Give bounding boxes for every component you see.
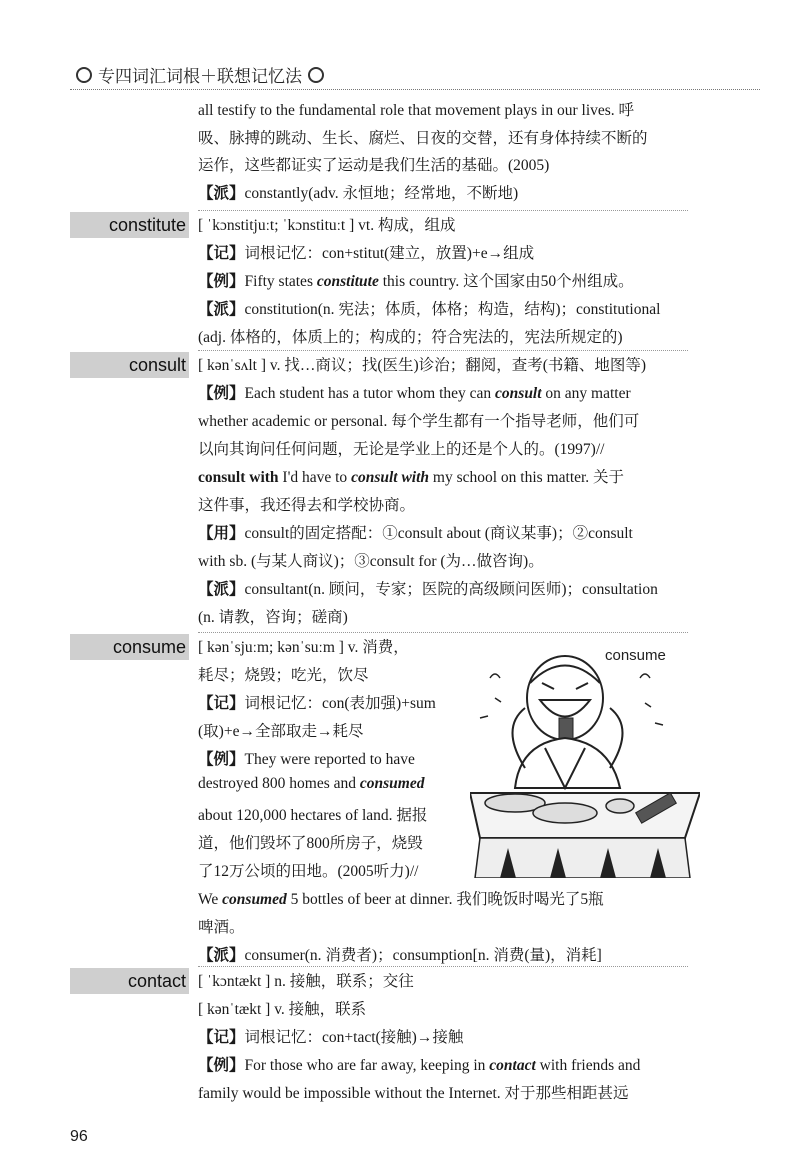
usage-tag: 【用】 bbox=[198, 525, 245, 542]
example-keyword: consumed bbox=[222, 891, 287, 908]
intro-line-1: all testify to the fundamental role that movement plays in our lives. 呼 bbox=[198, 102, 635, 119]
example-text: We bbox=[198, 891, 223, 908]
header-title: 专四词汇词根＋联想记忆法 bbox=[98, 67, 302, 87]
constitute-example bbox=[198, 269, 634, 291]
derivative-text: constitution(n. 宪法；体质，体格；构造，结构)；constitutional bbox=[244, 301, 661, 318]
example-text: I'd have to bbox=[278, 469, 352, 486]
entry-divider bbox=[198, 966, 688, 967]
keyword-consult: consult bbox=[70, 352, 189, 378]
example-text: 5 bottles of beer at dinner. 我们晚饭时喝光了5瓶 bbox=[286, 891, 604, 908]
phrase-keyword: consult with bbox=[198, 469, 279, 486]
example-text: Each student has a tutor whom they can bbox=[244, 385, 496, 402]
consult-derivative bbox=[198, 577, 658, 599]
cartoon-eating-man-image bbox=[470, 638, 700, 878]
keyword-consume: consume bbox=[70, 634, 189, 660]
example-text: Fifty states bbox=[244, 273, 317, 290]
example-tag: 【例】 bbox=[198, 273, 245, 290]
memory-tag: 【记】 bbox=[198, 1029, 245, 1046]
consult-line-4: 以向其询问任何问题，无论是学业上的还是个人的。(1997)// bbox=[198, 441, 605, 458]
derivative-text: consultant(n. 顾问，专家；医院的高级顾问医师)；consultation bbox=[244, 581, 658, 598]
diamond-icon bbox=[76, 67, 92, 83]
consume-meaning: 耗尽；烧毁；吃光，饮尽 bbox=[198, 667, 369, 684]
consume-line-8: 道，他们毁坏了800所房子，烧毁 bbox=[198, 835, 423, 852]
example-keyword: contact bbox=[489, 1057, 536, 1074]
derivative-tag: 【派】 bbox=[198, 581, 245, 598]
constitute-memory-text: 词根记忆：con+stitut(建立，放置)+e→组成 bbox=[244, 245, 535, 262]
consume-illustration bbox=[470, 638, 700, 878]
header-rule bbox=[70, 89, 760, 90]
intro-derivative: constantly(adv. 永恒地；经常地，不断地) bbox=[244, 185, 519, 202]
example-text: this country. 这个国家由50个州组成。 bbox=[378, 273, 634, 290]
contact-line-5: family would be impossible without the Internet. 对于那些相距甚远 bbox=[198, 1085, 629, 1102]
memory-tag: 【记】 bbox=[198, 695, 245, 712]
contact-phonetic-verb: [ kənˈtækt ] v. 接触，联系 bbox=[198, 1001, 367, 1018]
memory-text: 词根记忆：con(表加强)+sum bbox=[244, 695, 436, 712]
example-text: For those who are far away, keeping in bbox=[244, 1057, 490, 1074]
consult-example bbox=[198, 381, 631, 403]
consult-derivative-2: (n. 请教，咨询；磋商) bbox=[198, 609, 348, 626]
entry-divider bbox=[198, 350, 688, 351]
page-header bbox=[70, 58, 760, 90]
page-number: 96 bbox=[70, 1128, 88, 1145]
consume-line-11: 啤酒。 bbox=[198, 919, 245, 936]
constitute-derivative-2: (adj. 体格的，体质上的；构成的；符合宪法的，宪法所规定的) bbox=[198, 329, 623, 346]
derivative-tag: 【派】 bbox=[198, 185, 245, 202]
diamond-icon bbox=[308, 67, 324, 83]
consume-derivative bbox=[198, 943, 602, 965]
usage-text: consult的固定搭配：①consult about (商议某事)；②consult bbox=[244, 525, 633, 542]
constitute-derivative bbox=[198, 297, 660, 319]
keyword-constitute: constitute bbox=[70, 212, 189, 238]
derivative-tag: 【派】 bbox=[198, 947, 245, 964]
keyword-contact: contact bbox=[70, 968, 189, 994]
consume-memory-2: (取)+e→全部取走→耗尽 bbox=[198, 723, 364, 740]
example-keyword: consult bbox=[495, 385, 542, 402]
example-keyword: constitute bbox=[316, 273, 379, 290]
intro-line-4 bbox=[198, 181, 518, 203]
consume-line-10 bbox=[198, 887, 604, 909]
example-text: on any matter bbox=[541, 385, 631, 402]
constitute-memory bbox=[198, 241, 534, 263]
header-title-wrap bbox=[70, 62, 330, 87]
contact-phonetic-noun: [ ˈkɔntækt ] n. 接触，联系；交往 bbox=[198, 973, 414, 990]
consume-memory bbox=[198, 691, 436, 713]
example-tag: 【例】 bbox=[198, 751, 245, 768]
constitute-phonetic: [ ˈkɔnstitjuːt; ˈkɔnstituːt ] vt. 构成，组成 bbox=[198, 217, 456, 234]
consult-line-6: 这件事，我还得去和学校协商。 bbox=[198, 497, 416, 514]
entry-divider bbox=[198, 632, 688, 633]
example-text: They were reported to have bbox=[244, 751, 415, 768]
consume-line-9: 了12万公顷的田地。(2005听力)// bbox=[198, 863, 419, 880]
consult-usage-2: with sb. (与某人商议)；③consult for (为…做咨询)。 bbox=[198, 553, 544, 570]
example-keyword: consumed bbox=[359, 775, 425, 792]
consume-line-7: about 120,000 hectares of land. 据报 bbox=[198, 807, 428, 824]
derivative-text: consumer(n. 消费者)；consumption[n. 消费(量)，消耗] bbox=[244, 947, 602, 964]
example-text: destroyed 800 homes and bbox=[198, 775, 360, 792]
consume-example bbox=[198, 747, 415, 769]
example-tag: 【例】 bbox=[198, 385, 245, 402]
consume-phonetic: [ kənˈsjuːm; kənˈsuːm ] v. 消费， bbox=[198, 639, 409, 656]
derivative-tag: 【派】 bbox=[198, 301, 245, 318]
consult-line-3: whether academic or personal. 每个学生都有一个指导老师，他们可 bbox=[198, 413, 640, 430]
contact-example bbox=[198, 1053, 640, 1075]
intro-line-3: 运作，这些都证实了运动是我们生活的基础。(2005) bbox=[198, 157, 550, 174]
consult-phonetic: [ kənˈsʌlt ] v. 找…商议；找(医生)诊治；翻阅，查考(书籍、地图等) bbox=[198, 357, 647, 374]
illustration-label: consume bbox=[605, 647, 666, 664]
memory-tag: 【记】 bbox=[198, 245, 245, 262]
entry-divider bbox=[198, 210, 688, 211]
example-text: my school on this matter. 关于 bbox=[429, 469, 625, 486]
intro-line-2: 吸、脉搏的跳动、生长、腐烂、日夜的交替，还有身体持续不断的 bbox=[198, 130, 648, 147]
consult-usage bbox=[198, 521, 633, 543]
example-keyword: consult with bbox=[351, 469, 430, 486]
example-tag: 【例】 bbox=[198, 1057, 245, 1074]
example-text: with friends and bbox=[535, 1057, 641, 1074]
memory-text: 词根记忆：con+tact(接触)→接触 bbox=[244, 1029, 464, 1046]
contact-memory bbox=[198, 1025, 463, 1047]
consume-line-6 bbox=[198, 775, 424, 793]
consult-line-5 bbox=[198, 465, 624, 487]
